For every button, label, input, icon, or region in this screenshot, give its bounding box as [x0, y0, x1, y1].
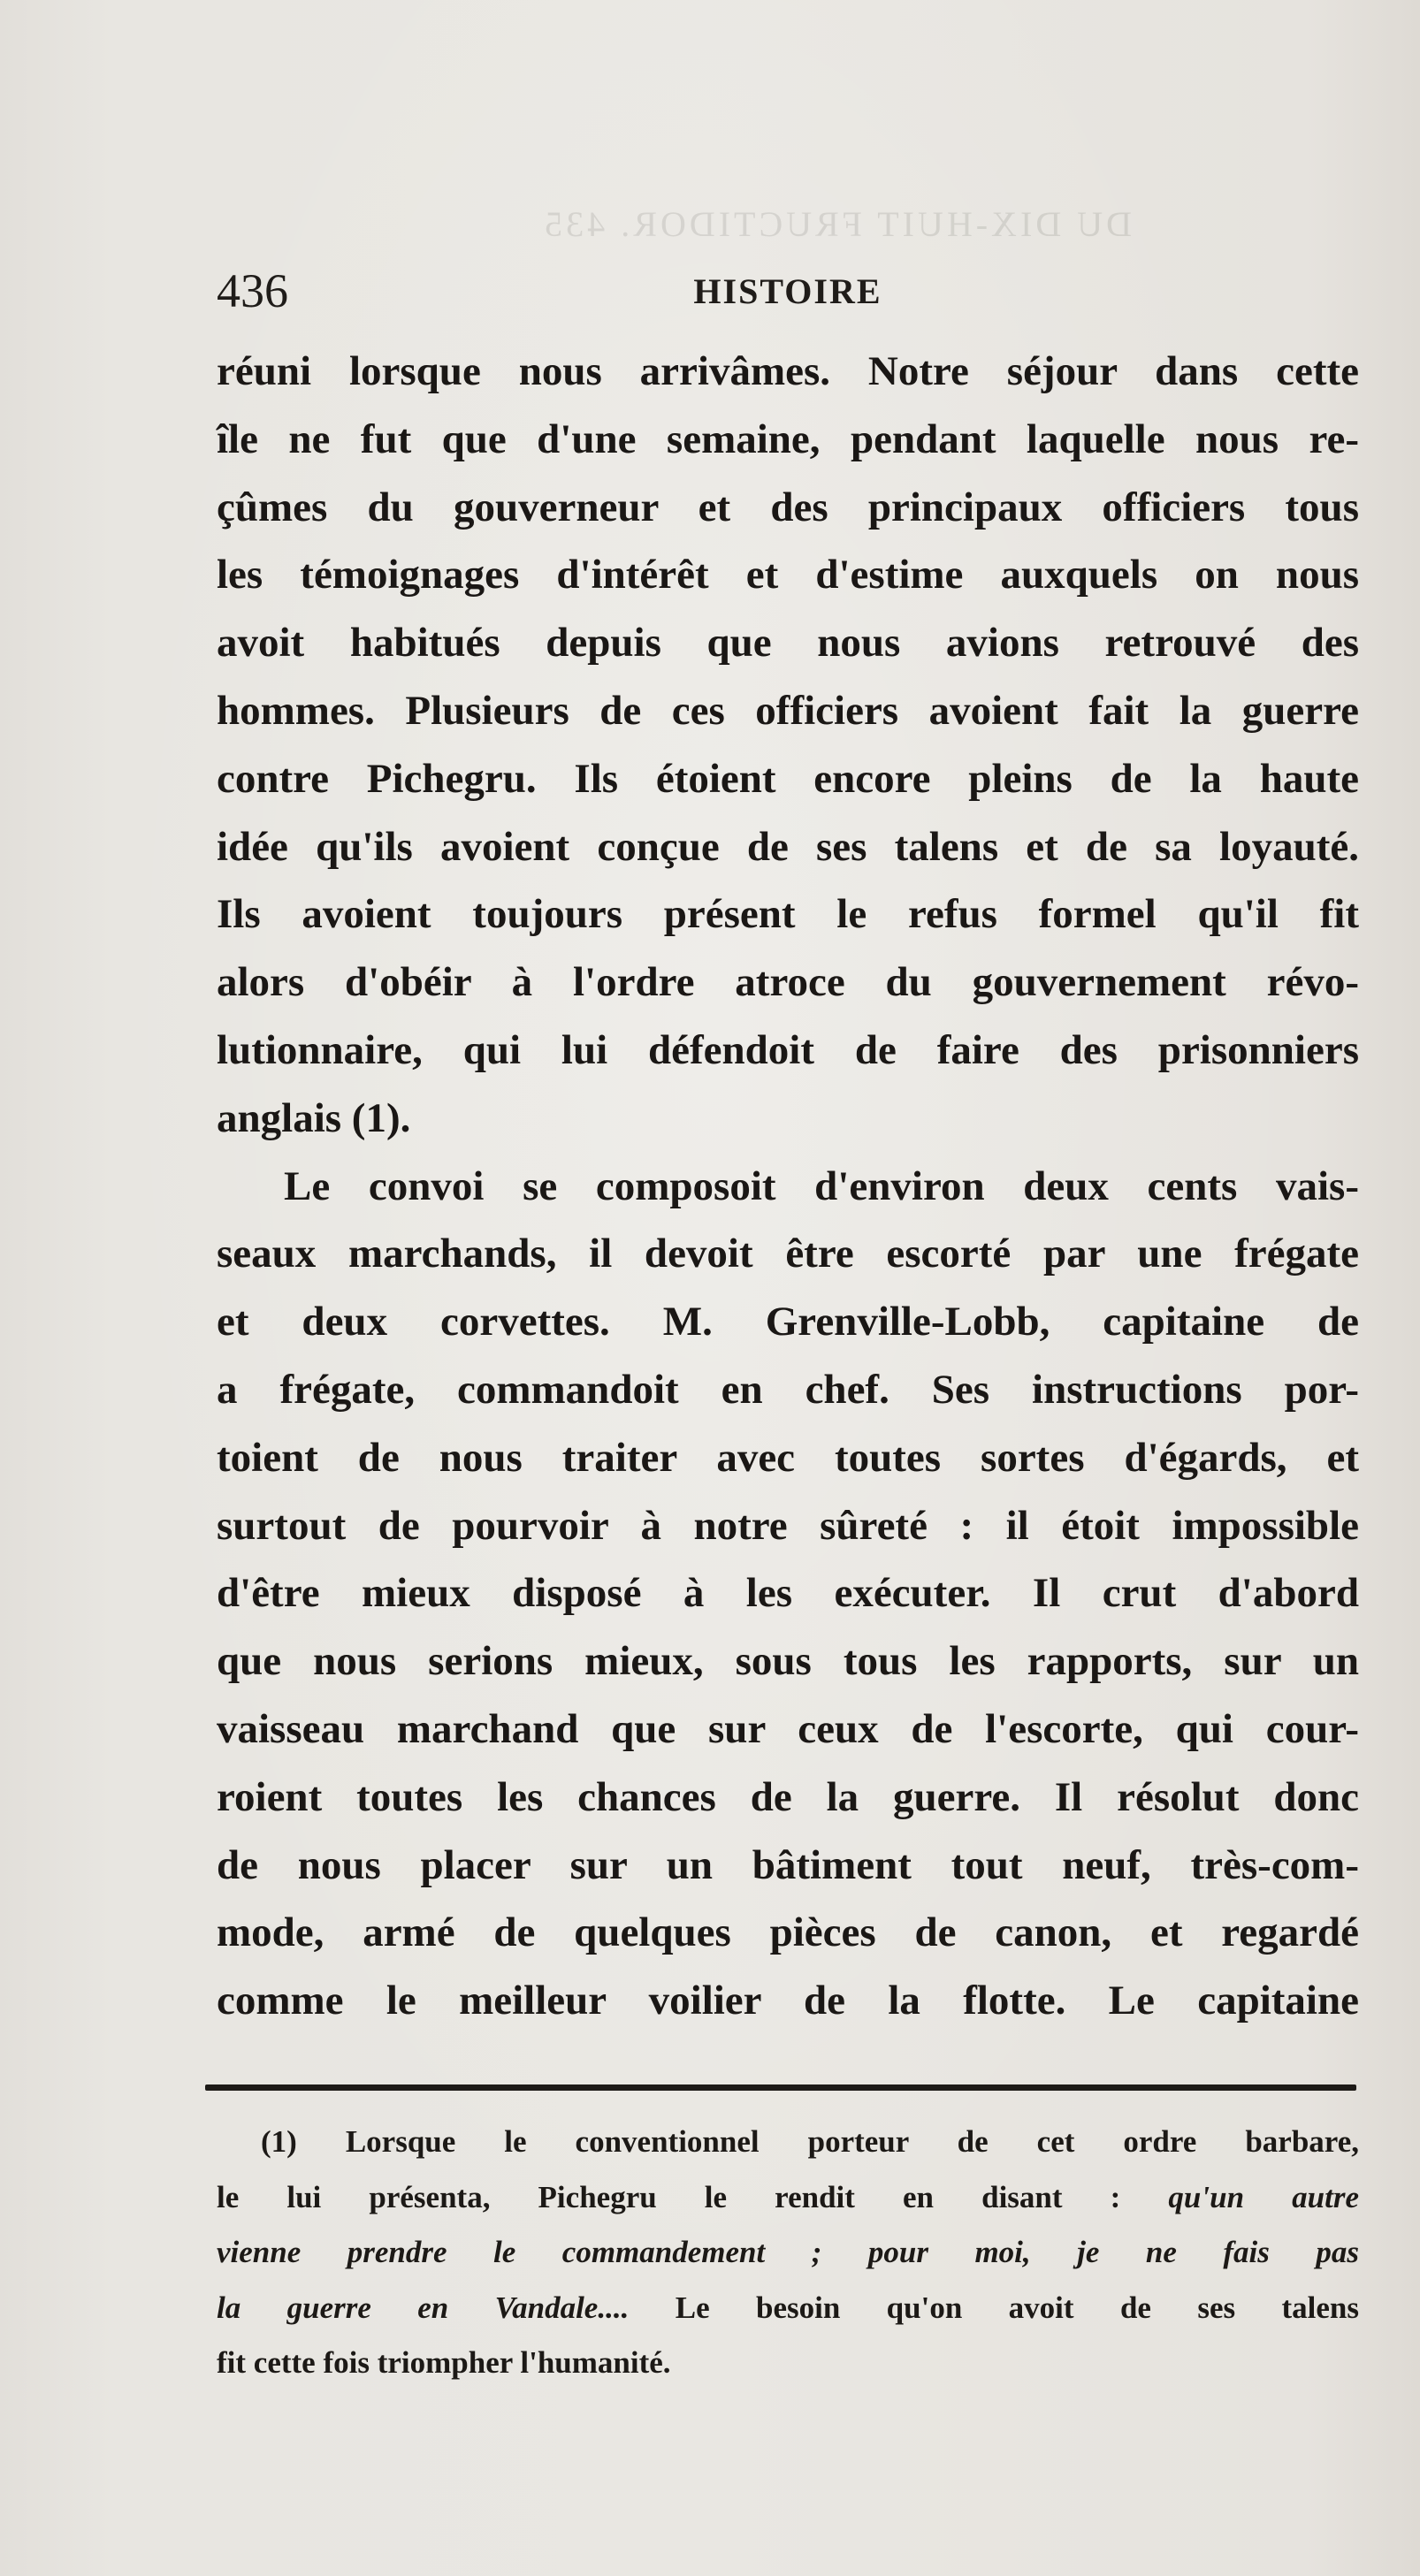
footnote-line — [217, 2115, 1359, 2170]
footnote-italic-segment: vienne prendre le commandement ; pour moi, je ne fais pas — [217, 2235, 1359, 2269]
text-line: Ils avoient toujours présent le refus formel qu'il fit — [217, 891, 1359, 938]
footnote-line — [217, 2170, 1359, 2226]
footnote — [217, 2115, 1359, 2391]
text-line: toient de nous traiter avec toutes sortes d'égards, et — [217, 1434, 1359, 1481]
text-line: île ne fut que d'une semaine, pendant laquelle nous re- — [217, 415, 1359, 462]
text-line: que nous serions mieux, sous tous les rapports, sur un — [217, 1638, 1359, 1685]
text-line: mode, armé de quelques pièces de canon, et regardé — [217, 1909, 1359, 1956]
text-line: anglais (1). — [217, 1094, 411, 1141]
text-line: et deux corvettes. M. Grenville-Lobb, capitaine de — [217, 1299, 1359, 1345]
text-line: lutionnaire, qui lui défendoit de faire des prisonniers — [217, 1026, 1359, 1073]
footnote-line — [217, 2225, 1359, 2281]
bleed-through-text: DU DIX-HUIT FRUCTIDOR. 435 — [541, 204, 1132, 244]
text-line: réuni lorsque nous arrivâmes. Notre séjour dans cette — [217, 348, 1359, 394]
text-line: alors d'obéir à l'ordre atroce du gouvernement révo- — [217, 959, 1359, 1006]
text-line: çûmes du gouverneur et des principaux officiers tous — [217, 484, 1359, 530]
text-line: a frégate, commandoit en chef. Ses instructions por- — [217, 1366, 1359, 1413]
footnote-rule — [205, 2084, 1356, 2091]
footnote-italic-segment: qu'un autre — [1168, 2179, 1359, 2214]
text-line: les témoignages d'intérêt et d'estime auxquels on nous — [217, 552, 1359, 598]
text-line: surtout de pourvoir à notre sûreté : il étoit impossible — [217, 1502, 1359, 1549]
page-number: 436 — [217, 264, 288, 317]
text-line: vaisseau marchand que sur ceux de l'escorte, qui cour- — [217, 1705, 1359, 1752]
text-line: d'être mieux disposé à les exécuter. Il crut d'abord — [217, 1570, 1359, 1617]
footnote-italic-segment: la guerre en Vandale.... — [217, 2290, 630, 2325]
text-line: de nous placer sur un bâtiment tout neuf, très-com- — [217, 1841, 1359, 1888]
footnote-segment: Le besoin qu'on avoit de ses talens — [629, 2290, 1359, 2325]
footnote-segment: le lui présenta, Pichegru le rendit en disant : — [217, 2179, 1169, 2214]
text-line: hommes. Plusieurs de ces officiers avoient fait la guerre — [217, 687, 1359, 734]
footnote-line — [217, 2336, 1359, 2391]
text-line: idée qu'ils avoient conçue de ses talens et de sa loyauté. — [217, 823, 1359, 870]
text-line: avoit habitués depuis que nous avions retrouvé des — [217, 620, 1359, 667]
footnote-segment: (1) Lorsque le conventionnel porteur de cet ordre barbare, — [261, 2124, 1359, 2159]
page-header — [217, 263, 1359, 316]
footnote-segment: fit cette fois triompher l'humanité. — [217, 2345, 671, 2380]
text-line: Le convoi se composoit d'environ deux cents vais- — [284, 1162, 1359, 1209]
footnote-line — [217, 2281, 1359, 2336]
text-line: contre Pichegru. Ils étoient encore pleins de la haute — [217, 755, 1359, 802]
text-line: roient toutes les chances de la guerre. Il résolut donc — [217, 1773, 1359, 1820]
text-line: seaux marchands, il devoit être escorté par une frégate — [217, 1231, 1359, 1277]
main-text — [217, 338, 1359, 2035]
text-line: comme le meilleur voilier de la flotte. Le capitaine — [217, 1978, 1359, 2024]
running-head: HISTOIRE — [693, 271, 882, 311]
